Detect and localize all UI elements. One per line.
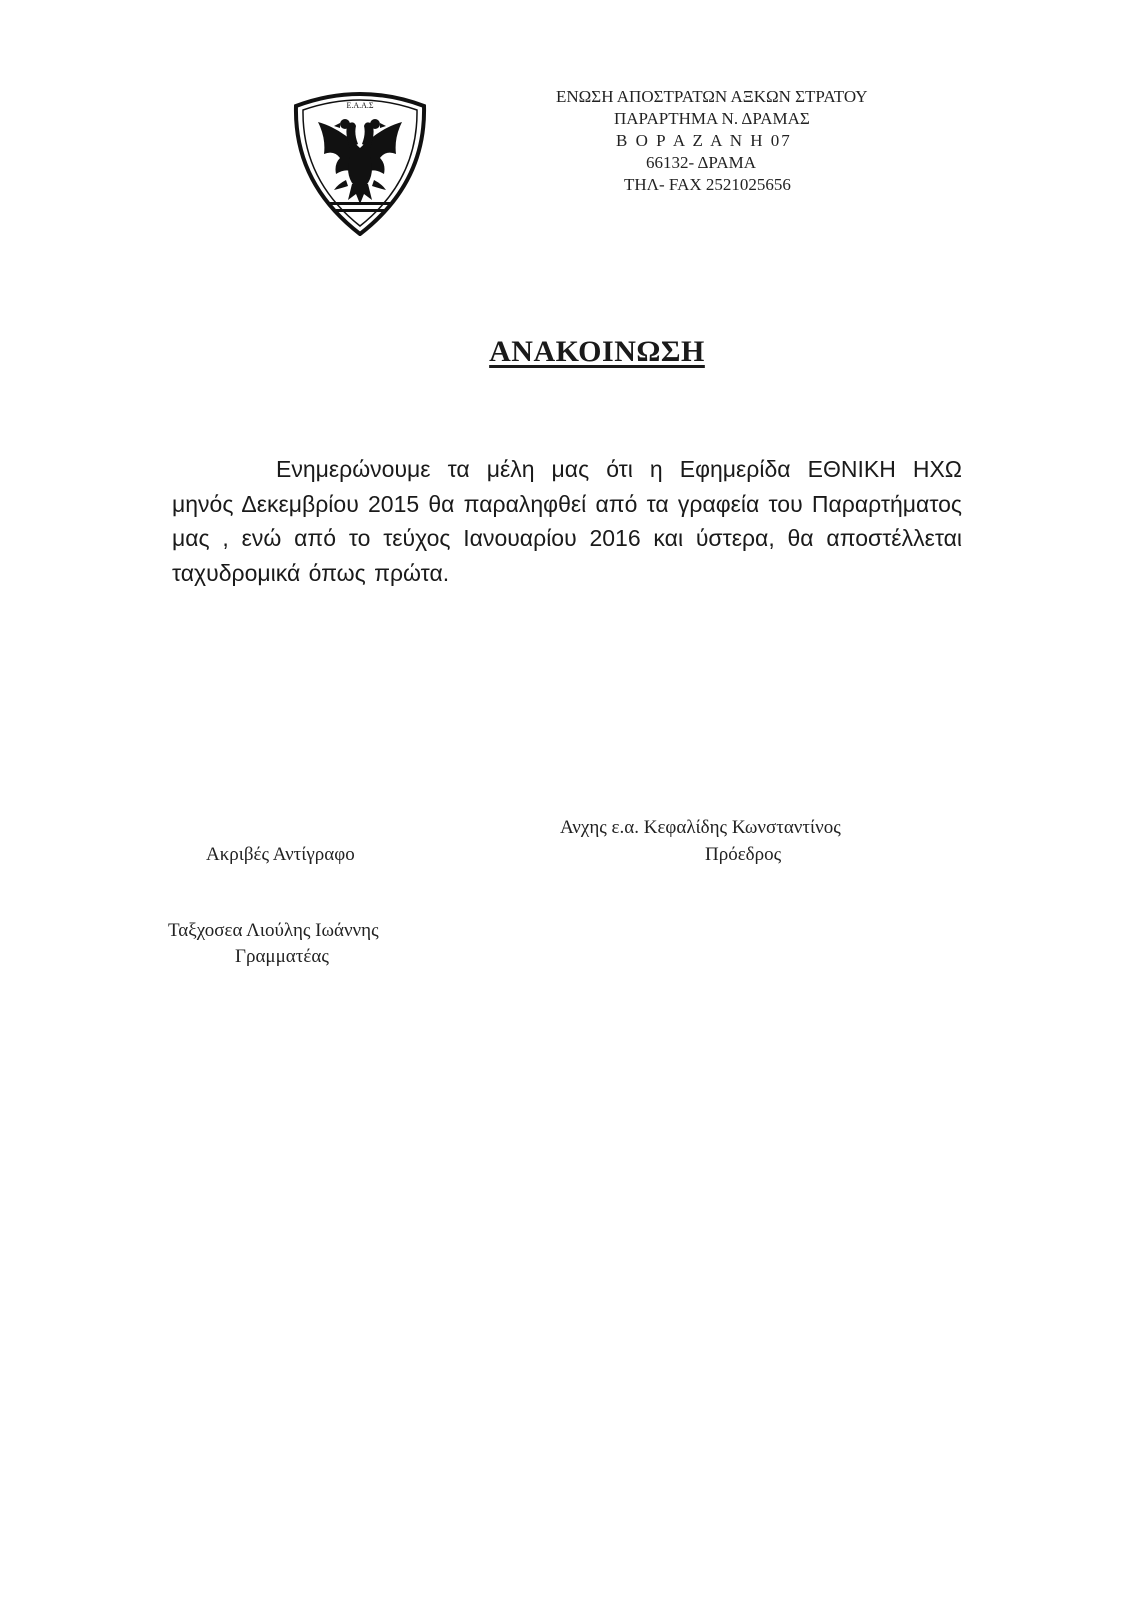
street-address: Β Ο Ρ Α Ζ Α Ν Η 07 <box>616 131 792 150</box>
secretary-name: Ταξχοσεα Λιούλης Ιωάννης <box>168 920 379 941</box>
secretary-role: Γραμματέας <box>235 946 329 967</box>
double-headed-eagle-shield-icon <box>290 88 430 236</box>
branch-name: ΠΑΡΑΡΤΗΜΑ Ν. ΔΡΑΜΑΣ <box>614 109 810 128</box>
announcement-body: Ενημερώνουμε τα μέλη μας ότι η Εφημερίδα ΕΘΝΙΚΗ ΗΧΩ μηνός Δεκεμβρίου 2015 θα παραληφθεί από τα γραφεία του Παραρτήματος μας , ενώ από το τεύχος Ιανουαρίου 2016 και ύστερα, θα αποστέλλεται ταχυδρομικά όπως πρώτα. <box>172 456 962 586</box>
president-role: Πρόεδρος <box>705 844 782 865</box>
true-copy-label: Ακριβές Αντίγραφο <box>206 844 355 865</box>
president-name: Ανχης ε.α. Κεφαλίδης Κωνσταντίνος <box>560 817 841 838</box>
org-name: ΕΝΩΣΗ ΑΠΟΣΤΡΑΤΩΝ ΑΞΚΩΝ ΣΤΡΑΤΟΥ <box>556 87 868 106</box>
postal-city: 66132- ΔΡΑΜΑ <box>646 153 756 172</box>
phone-fax: ΤΗΛ- FAX 2521025656 <box>624 175 791 194</box>
page-title: ΑΝΑΚΟΙΝΩΣΗ <box>489 335 705 368</box>
svg-text:Ε.Α.Α.Σ: Ε.Α.Α.Σ <box>346 101 374 110</box>
